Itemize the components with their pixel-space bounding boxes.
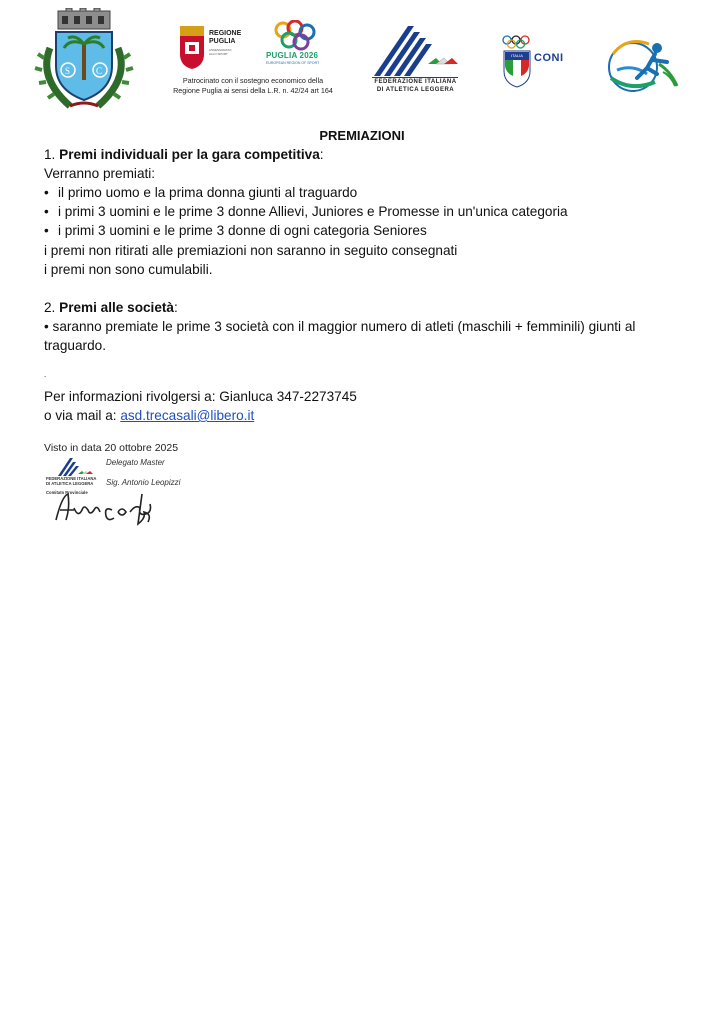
signature-role: Delegato Master	[106, 458, 165, 467]
patrocinio-line-1: Patrocinato con il sostegno economico della	[182, 76, 324, 85]
section-1-note-2: i premi non sono cumulabili.	[44, 262, 213, 277]
bullet-icon: •	[44, 185, 49, 200]
fidal-small-logo-icon	[50, 456, 100, 478]
signature-fidal-caption	[46, 476, 96, 486]
handwritten-signature	[52, 490, 182, 526]
bullet-icon: •	[44, 204, 49, 219]
section-2-heading-colon: :	[173, 300, 178, 315]
list-item	[44, 221, 427, 240]
section-1-heading	[44, 145, 324, 164]
email-link[interactable]: asd.trecasali@libero.it	[120, 408, 255, 423]
contact-mail-prefix: o via mail a:	[44, 408, 121, 423]
contact-line: Per informazioni rivolgersi a: Gianluca 347-2273745	[44, 389, 357, 404]
visto-date: Visto in data 20 ottobre 2025	[44, 442, 179, 454]
bullet-icon: •	[44, 223, 49, 238]
signature-fidal-line-1: FEDERAZIONE ITALIANA	[46, 476, 97, 481]
regione-puglia-text: REGIONE PUGLIA	[209, 30, 242, 45]
fidal-caption-line-1: FEDERAZIONE ITALIANA	[374, 79, 457, 85]
list-item-text: i primi 3 uomini e le prime 3 donne di ogni categoria Seniores	[58, 223, 427, 238]
svg-text:C: C	[96, 66, 103, 76]
section-1-heading-colon: :	[319, 147, 324, 162]
puglia-2026-text: PUGLIA 2026	[266, 51, 319, 60]
list-item-text: il primo uomo e la prima donna giunti al traguardo	[58, 185, 358, 200]
signature-block	[44, 454, 194, 526]
regione-puglia-logo	[178, 24, 240, 72]
section-1-intro: Verranno premiati:	[44, 166, 156, 181]
signature-fidal-line-2: DI ATLETICA LEGGERA	[46, 481, 94, 486]
fidal-logo	[368, 24, 463, 96]
signature-name: Sig. Antonio Leopizzi	[106, 478, 181, 487]
list-item-text: i primi 3 uomini e le prime 3 donne Allievi, Juniores e Promesse in un'unica categoria	[58, 204, 568, 219]
signature-comitato: Comitato Provinciale	[46, 490, 88, 495]
document-title: PREMIAZIONI	[319, 128, 405, 143]
section-2-bullet-line-2: traguardo.	[44, 338, 106, 353]
fidal-caption	[368, 79, 463, 94]
italia-label: ITALIA	[511, 53, 523, 58]
section-2-heading-text: Premi alle società	[59, 300, 174, 315]
contact-mail-line	[44, 406, 254, 425]
team-runner-logo	[603, 34, 681, 100]
puglia-2026-logo	[265, 20, 327, 70]
section-2-bullet-line-1: • saranno premiate le prime 3 società con il maggior numero di atleti (maschili + femminili) giunti al	[44, 319, 636, 334]
regione-puglia-subtext: ASSESSORATO ALLO SPORT	[209, 48, 232, 56]
coni-logo	[500, 34, 572, 90]
section-1-heading-text: Premi individuali per la gara competitiva	[59, 147, 320, 162]
svg-text:S: S	[65, 66, 71, 76]
section-1-number: 1.	[44, 147, 60, 162]
section-2-heading	[44, 298, 178, 317]
puglia-2026-subtext: EUROPEAN REGION OF SPORT	[266, 61, 320, 65]
comune-coat-of-arms-logo	[30, 8, 138, 114]
section-1-note-1: i premi non ritirati alle premiazioni non saranno in seguito consegnati	[44, 243, 458, 258]
patrocinio-note	[148, 76, 358, 96]
patrocinio-line-2: Regione Puglia ai sensi della L.R. n. 42/24 art 164	[173, 86, 333, 95]
stray-dot: .	[44, 370, 47, 379]
coni-label: CONI	[534, 52, 564, 64]
fidal-caption-line-2: DI ATLETICA LEGGERA	[376, 86, 455, 93]
section-2-number: 2.	[44, 300, 60, 315]
list-item	[44, 183, 357, 202]
list-item	[44, 202, 568, 221]
